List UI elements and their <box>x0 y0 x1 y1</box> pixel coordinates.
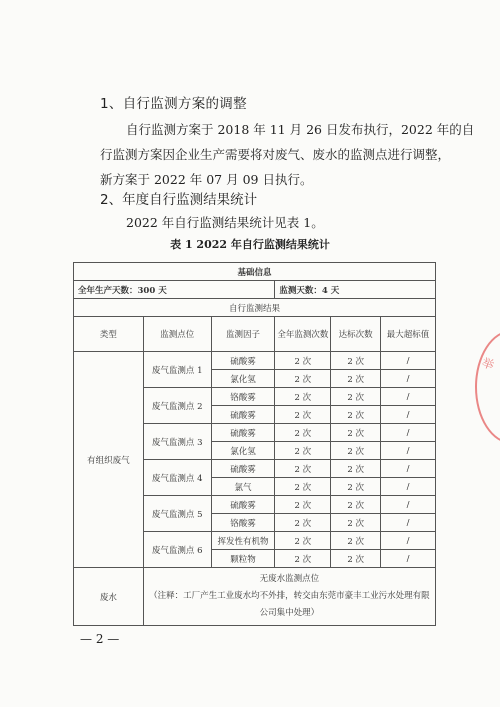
annual-count: 2 次 <box>275 352 331 370</box>
monitoring-results-table <box>73 262 436 626</box>
factor: 硫酸雾 <box>211 352 275 370</box>
factor: 铬酸雾 <box>211 388 275 406</box>
factor: 氯化氢 <box>211 442 275 460</box>
max-exceed: / <box>381 496 436 514</box>
max-exceed: / <box>381 478 436 496</box>
factor: 硫酸雾 <box>211 496 275 514</box>
annual-count: 2 次 <box>275 514 331 532</box>
factor: 氯化氢 <box>211 370 275 388</box>
table-caption: 表 1 2022 年自行监测结果统计 <box>170 238 330 251</box>
page-number: — 2 — <box>80 632 120 646</box>
max-exceed: / <box>381 460 436 478</box>
factor: 硫酸雾 <box>211 460 275 478</box>
point-name: 废气监测点 2 <box>143 388 211 424</box>
seal-stamp-text: 举 <box>479 355 496 373</box>
factor: 挥发性有机物 <box>211 532 275 550</box>
max-exceed: / <box>381 370 436 388</box>
category-gas: 有组织废气 <box>74 352 144 568</box>
annual-count: 2 次 <box>275 370 331 388</box>
compliant-count: 2 次 <box>331 352 381 370</box>
paragraph-line: 新方案于 2022 年 07 月 09 日执行。 <box>100 172 313 187</box>
compliant-count: 2 次 <box>331 388 381 406</box>
section1-heading: 1、自行监测方案的调整 <box>100 96 247 112</box>
max-exceed: / <box>381 532 436 550</box>
point-name: 废气监测点 1 <box>143 352 211 388</box>
max-exceed: / <box>381 388 436 406</box>
max-exceed: / <box>381 550 436 568</box>
header-point: 监测点位 <box>143 317 211 352</box>
section2-intro: 2022 年自行监测结果统计见表 1。 <box>126 215 324 230</box>
production-days: 全年生产天数：300 天 <box>74 281 275 299</box>
compliant-count: 2 次 <box>331 496 381 514</box>
annual-count: 2 次 <box>275 406 331 424</box>
water-note-line1: 无废水监测点位 <box>259 574 320 584</box>
annual-count: 2 次 <box>275 424 331 442</box>
header-type: 类型 <box>74 317 144 352</box>
water-note <box>143 568 435 626</box>
seal-stamp-partial <box>475 330 500 444</box>
header-compliant-count: 达标次数 <box>331 317 381 352</box>
max-exceed: / <box>381 442 436 460</box>
paragraph-line: 自行监测方案于 2018 年 11 月 26 日发布执行，2022 年的自 <box>126 122 475 137</box>
section1-paragraph <box>100 117 475 192</box>
annual-count: 2 次 <box>275 478 331 496</box>
max-exceed: / <box>381 514 436 532</box>
point-name: 废气监测点 4 <box>143 460 211 496</box>
compliant-count: 2 次 <box>331 370 381 388</box>
compliant-count: 2 次 <box>331 514 381 532</box>
category-water: 废水 <box>74 568 144 626</box>
compliant-count: 2 次 <box>331 478 381 496</box>
compliant-count: 2 次 <box>331 406 381 424</box>
header-max-exceed: 最大超标值 <box>381 317 436 352</box>
water-note-line2: （注释：工厂产生工业废水均不外排，转交由东莞市豪丰工业污水处理有限公司集中处理） <box>149 591 430 618</box>
section2-heading: 2、年度自行监测结果统计 <box>100 192 258 208</box>
header-factor: 监测因子 <box>211 317 275 352</box>
annual-count: 2 次 <box>275 532 331 550</box>
compliant-count: 2 次 <box>331 550 381 568</box>
compliant-count: 2 次 <box>331 532 381 550</box>
point-name: 废气监测点 5 <box>143 496 211 532</box>
annual-count: 2 次 <box>275 460 331 478</box>
factor: 颗粒物 <box>211 550 275 568</box>
results-title: 自行监测结果 <box>74 299 436 317</box>
point-name: 废气监测点 6 <box>143 532 211 568</box>
compliant-count: 2 次 <box>331 442 381 460</box>
factor: 硫酸雾 <box>211 424 275 442</box>
basic-info-title: 基础信息 <box>74 263 436 281</box>
annual-count: 2 次 <box>275 496 331 514</box>
factor: 铬酸雾 <box>211 514 275 532</box>
annual-count: 2 次 <box>275 442 331 460</box>
factor: 氯气 <box>211 478 275 496</box>
compliant-count: 2 次 <box>331 460 381 478</box>
compliant-count: 2 次 <box>331 424 381 442</box>
point-name: 废气监测点 3 <box>143 424 211 460</box>
factor: 硫酸雾 <box>211 406 275 424</box>
annual-count: 2 次 <box>275 388 331 406</box>
max-exceed: / <box>381 424 436 442</box>
max-exceed: / <box>381 352 436 370</box>
paragraph-line: 行监测方案因企业生产需要将对废气、废水的监测点进行调整， <box>100 147 451 162</box>
header-annual-count: 全年监测次数 <box>275 317 331 352</box>
monitoring-days: 监测天数：4 天 <box>275 281 436 299</box>
annual-count: 2 次 <box>275 550 331 568</box>
max-exceed: / <box>381 406 436 424</box>
